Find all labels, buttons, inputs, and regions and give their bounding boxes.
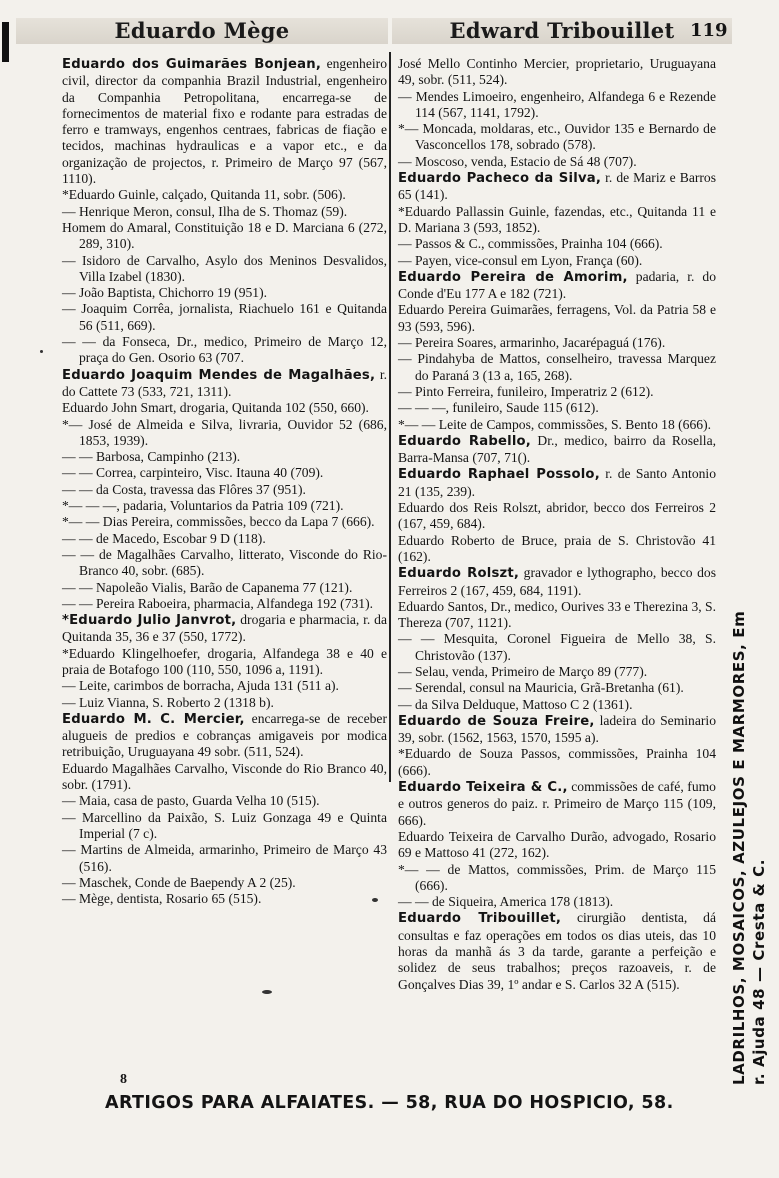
directory-entry-headed	[398, 433, 716, 467]
entry-text: r. de Santo Antonio 21 (135, 239).	[398, 466, 716, 499]
entry-text: — — de Siqueira, America 178 (1813).	[398, 894, 614, 910]
directory-entry	[62, 596, 387, 612]
directory-entry	[62, 449, 387, 465]
entry-text: — Maia, casa de pasto, Guarda Velha 10 (515).	[62, 793, 320, 809]
directory-entry-headed	[62, 367, 387, 401]
entry-text: ladeira do Seminario 39, sobr. (1562, 1563, 1570, 1595 a).	[398, 712, 716, 746]
entry-text: — — Napoleão Vialis, Barão de Capanema 77 (121).	[62, 579, 353, 595]
entry-text: — — Correa, carpinteiro, Visc. Itauna 40 (709).	[62, 465, 324, 481]
entry-text: — Selau, venda, Primeiro de Março 89 (777).	[398, 663, 648, 679]
directory-entry	[62, 334, 387, 367]
entry-heading: Eduardo de Souza Freire,	[398, 713, 595, 729]
entry-text: *— — —, padaria, Voluntarios da Patria 109 (721).	[62, 498, 344, 514]
entry-text: — Isidoro de Carvalho, Asylo dos Meninos Desvalidos, Villa Izabel (1830).	[62, 252, 387, 284]
entry-text: *Eduardo Klingelhoefer, drogaria, Alfandega 38 e 40 e praia de Botafogo 100 (110, 550, 1096 a, 1191).	[62, 645, 387, 677]
directory-entry	[62, 875, 387, 891]
entry-heading: *Eduardo Julio Janvrot,	[62, 613, 237, 629]
entry-text: — Passos & C., commissões, Prainha 104 (666).	[398, 236, 663, 252]
entry-text: — Mège, dentista, Rosario 65 (515).	[62, 891, 262, 907]
entry-heading: Eduardo Pereira de Amorim,	[398, 269, 628, 285]
bottom-advert: ARTIGOS PARA ALFAIATES. — 58, RUA DO HOSPICIO, 58.	[105, 1093, 674, 1113]
folio-mark: 8	[120, 1072, 127, 1087]
directory-entry-headed	[62, 711, 387, 761]
directory-entry	[398, 533, 716, 566]
entry-text: — Maschek, Conde de Baependy A 2 (25).	[62, 874, 296, 890]
entry-text: — Luiz Vianna, S. Roberto 2 (1318 b).	[62, 694, 274, 710]
column-divider	[389, 52, 391, 782]
entry-heading: Eduardo Raphael Possolo,	[398, 467, 600, 483]
entry-text: *— — Leite de Campos, commissões, S. Bento 18 (666).	[398, 416, 712, 432]
directory-entry	[398, 500, 716, 533]
entry-text: — — da Costa, travessa das Flôres 37 (951).	[62, 481, 306, 497]
directory-entry	[62, 498, 387, 514]
entry-text: — Joaquim Corrêa, jornalista, Riachuelo 161 e Quitanda 56 (511, 669).	[62, 301, 387, 333]
entry-text: *— — de Mattos, commissões, Prim. de Março 115 (666).	[398, 861, 716, 893]
entry-text: Eduardo Magalhães Carvalho, Visconde do Rio Branco 40, sobr. (1791).	[62, 760, 387, 793]
entry-text: — Serendal, consul na Mauricia, Grã-Bretanha (61).	[398, 680, 684, 696]
entry-text: — — de Macedo, Escobar 9 D (118).	[62, 530, 266, 546]
directory-entry	[398, 680, 716, 696]
entry-text: — Henrique Meron, consul, Ilha de S. Thomaz (59).	[62, 203, 348, 219]
directory-entry	[398, 253, 716, 269]
entry-text: — Pereira Soares, armarinho, Jacarépaguá (176).	[398, 335, 666, 351]
directory-entry	[398, 384, 716, 400]
directory-entry	[398, 89, 716, 122]
running-header-right: Edward Tribouillet	[392, 18, 732, 44]
directory-entry	[398, 862, 716, 895]
directory-entry-headed	[62, 612, 387, 646]
directory-entry	[398, 400, 716, 416]
directory-entry	[398, 121, 716, 154]
entry-text: drogaria e pharmacia, r. da Quitanda 35, 36 e 37 (550, 1772).	[62, 612, 388, 645]
directory-entry	[62, 793, 387, 809]
entry-text: *— Moncada, moldaras, etc., Ouvidor 135 e Bernardo de Vasconcellos 178, sobrado (578).	[398, 121, 716, 153]
entry-heading: Eduardo Tribouillet,	[398, 911, 562, 927]
entry-text: — — de Magalhães Carvalho, litterato, Visconde do Rio-Branco 40, sobr. (685).	[62, 546, 387, 579]
directory-entry	[62, 204, 387, 220]
directory-entry-headed	[398, 466, 716, 500]
entry-heading: Eduardo Rolszt,	[398, 566, 520, 582]
ink-speck	[372, 898, 378, 902]
directory-entry	[62, 842, 387, 875]
page-number: 119	[690, 20, 728, 41]
directory-entry	[62, 482, 387, 498]
entry-heading: Eduardo M. C. Mercier,	[62, 711, 245, 727]
entry-text: *Eduardo de Souza Passos, commissões, Prainha 104 (666).	[398, 746, 716, 778]
side-advert-line-2: r. Ajuda 48 — Cresta & C.	[750, 858, 768, 1085]
left-column	[62, 56, 387, 907]
directory-entry	[62, 547, 387, 580]
directory-entry	[398, 154, 716, 170]
entry-heading: Eduardo Joaquim Mendes de Magalhães,	[62, 367, 376, 383]
entry-text: — — Barbosa, Campinho (213).	[62, 449, 241, 465]
directory-entry	[62, 580, 387, 596]
running-header-left: Eduardo Mège	[16, 18, 388, 44]
entry-text: — Pinto Ferreira, funileiro, Imperatriz 2 (612).	[398, 383, 654, 399]
entry-heading: Eduardo Pacheco da Silva,	[398, 171, 602, 187]
entry-text: gravador e lythographo, becco dos Ferreiros 2 (167, 459, 684, 1191).	[398, 565, 716, 598]
directory-entry-headed	[398, 910, 716, 992]
entry-text: — Payen, vice-consul em Lyon, França (60).	[398, 252, 643, 268]
directory-entry-headed	[398, 713, 716, 747]
directory-entry	[62, 891, 387, 907]
entry-text: Dr., medico, bairro da Rosella, Barra-Mansa (707, 71().	[398, 432, 716, 466]
ink-speck	[40, 350, 43, 353]
entry-text: encarrega-se de receber alugueis de predios e cobranças amigaveis por modica retribuição, Uruguayana 49 sobr. (511, 524).	[62, 710, 387, 760]
side-advert-line-1: LADRILHOS, MOSAICOS, AZULEJOS E MARMORES, Em	[730, 610, 748, 1085]
entry-text: *— José de Almeida e Silva, livraria, Ouvidor 52 (686, 1853, 1939).	[62, 416, 387, 448]
entry-text: — Marcellino da Paixão, S. Luiz Gonzaga 49 e Quinta Imperial (7 c).	[62, 809, 387, 841]
margin-bar	[2, 22, 9, 62]
directory-entry	[62, 285, 387, 301]
entry-text: r. do Cattete 73 (533, 721, 1311).	[62, 366, 387, 399]
entry-text: — — —, funileiro, Saude 115 (612).	[398, 400, 599, 416]
directory-entry	[62, 400, 387, 416]
side-advert	[730, 610, 770, 1085]
directory-entry	[62, 220, 387, 253]
directory-entry	[62, 761, 387, 794]
directory-entry	[62, 695, 387, 711]
entry-text: padaria, r. do Conde d'Eu 177 A e 182 (721).	[398, 268, 716, 302]
entry-text: Homem do Amaral, Constituição 18 e D. Marciana 6 (272, 289, 310).	[62, 219, 387, 252]
entry-text: *— — Dias Pereira, commissões, becco da Lapa 7 (666).	[62, 514, 375, 530]
entry-text: *Eduardo Pallassin Guinle, fazendas, etc., Quitanda 11 e D. Mariana 3 (593, 1852).	[398, 203, 716, 235]
directory-entry	[398, 335, 716, 351]
entry-text: — Martins de Almeida, armarinho, Primeiro de Março 43 (516).	[62, 842, 387, 874]
directory-entry	[62, 417, 387, 450]
directory-entry	[398, 894, 716, 910]
directory-entry	[398, 56, 716, 89]
directory-entry	[398, 302, 716, 335]
directory-entry-headed	[398, 170, 716, 204]
directory-entry	[398, 631, 716, 664]
directory-entry	[398, 204, 716, 237]
directory-entry	[62, 810, 387, 843]
entry-text: — Leite, carimbos de borracha, Ajuda 131 (511 a).	[62, 678, 339, 694]
right-column	[398, 56, 716, 993]
entry-text: Eduardo Santos, Dr., medico, Ourives 33 e Therezina 3, S. Thereza (707, 1121).	[398, 598, 716, 631]
entry-text: r. de Mariz e Barros 65 (141).	[398, 170, 716, 203]
entry-text: — Mendes Limoeiro, engenheiro, Alfandega 6 e Rezende 114 (567, 1141, 1792).	[398, 88, 716, 120]
entry-text: commissões de café, fumo e outros generos do paiz. r. Primeiro de Março 115 (109, 666).	[398, 779, 716, 828]
entry-heading: Eduardo Rabello,	[398, 433, 532, 449]
entry-text: — Moscoso, venda, Estacio de Sá 48 (707).	[398, 153, 637, 169]
directory-entry	[62, 465, 387, 481]
directory-entry-headed	[398, 269, 716, 303]
entry-text: engenheiro civil, director da companhia Brazil Industrial, engenheiro da Companhia Petropolitana, encarrega-se de fornecimentos de material fixo e rodante para estradas de ferro e tramways, engenhos centraes, fabricas de fiação e tecidos, machinas hydraulicas e a vapor etc., e da organização de projectos, r. Primeiro de Março 97 (567, 1110).	[62, 56, 387, 187]
ink-speck	[262, 990, 272, 994]
entry-text: — — Mesquita, Coronel Figueira de Mello 38, S. Christovão (137).	[398, 631, 716, 663]
entry-text: — — da Fonseca, Dr., medico, Primeiro de Março 12, praça do Gen. Osorio 63 (707.	[62, 334, 387, 366]
entry-text: Eduardo Teixeira de Carvalho Durão, advogado, Rosario 69 e Mattoso 41 (272, 162).	[398, 828, 716, 861]
directory-entry	[398, 829, 716, 862]
entry-text: José Mello Continho Mercier, proprietario, Uruguayana 49, sobr. (511, 524).	[398, 56, 716, 88]
directory-entry	[398, 351, 716, 384]
directory-entry-headed	[62, 56, 387, 187]
directory-entry	[398, 236, 716, 252]
directory-entry	[62, 514, 387, 530]
directory-entry	[398, 599, 716, 632]
entry-text: — da Silva Delduque, Mattoso C 2 (1361).	[398, 696, 633, 712]
directory-entry-headed	[398, 779, 716, 829]
entry-text: cirurgião dentista, dá consultas e faz operações em todos os dias uteis, das 10 horas da manhã ás 3 da tarde, garante a perfeição e solidez de seus trabalhos; preços razoaveis, r. de Gonçalves Dias 39, 1º andar e S. Carlos 32 A (515).	[398, 910, 716, 992]
directory-entry	[62, 301, 387, 334]
directory-entry	[62, 678, 387, 694]
entry-text: Eduardo Roberto de Bruce, praia de S. Christovão 41 (162).	[398, 532, 716, 564]
entry-text: Eduardo dos Reis Rolszt, abridor, becco dos Ferreiros 2 (167, 459, 684).	[398, 500, 716, 532]
directory-entry	[62, 187, 387, 203]
entry-text: Eduardo John Smart, drogaria, Quitanda 102 (550, 660).	[62, 400, 369, 416]
directory-entry	[398, 664, 716, 680]
entry-text: — — Pereira Raboeira, pharmacia, Alfandega 192 (731).	[62, 595, 374, 611]
directory-entry	[62, 253, 387, 286]
directory-entry	[62, 531, 387, 547]
entry-text: — João Baptista, Chichorro 19 (951).	[62, 285, 268, 301]
entry-heading: Eduardo dos Guimarães Bonjean,	[62, 57, 322, 72]
directory-entry	[398, 417, 716, 433]
entry-heading: Eduardo Teixeira & C.,	[398, 780, 568, 796]
directory-entry	[398, 746, 716, 779]
directory-entry	[398, 697, 716, 713]
entry-text: Eduardo Pereira Guimarães, ferragens, Vol. da Patria 58 e 93 (593, 596).	[398, 302, 716, 334]
directory-entry	[62, 646, 387, 679]
entry-text: *Eduardo Guinle, calçado, Quitanda 11, sobr. (506).	[62, 187, 346, 203]
entry-text: — Pindahyba de Mattos, conselheiro, travessa Marquez do Paraná 3 (13 a, 165, 268).	[398, 351, 716, 383]
directory-entry-headed	[398, 565, 716, 599]
